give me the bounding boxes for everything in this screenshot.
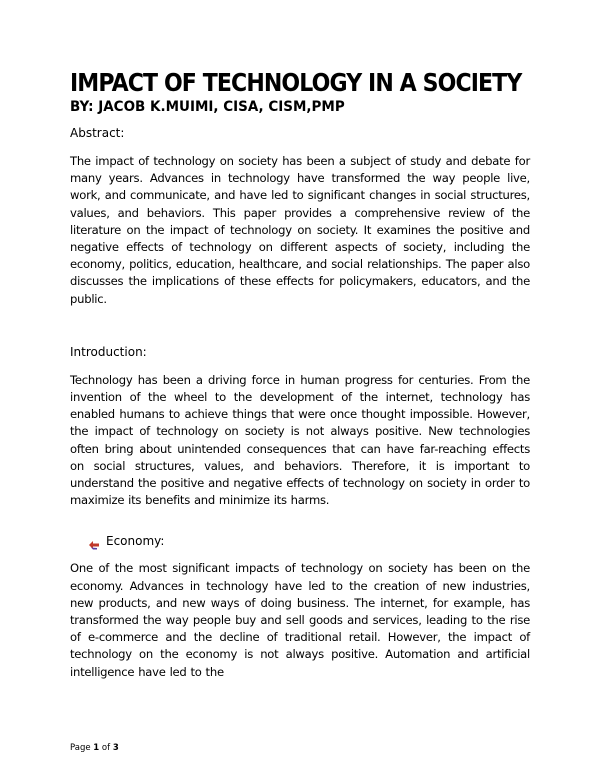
abstract-paragraph: The impact of technology on society has been a subject of study and debate for many years. Advances in technology have transformed the way people live, work, and communicate, and have led to significant changes in social structures, values, and behaviors. This paper provides a comprehensive review of the literature on the impact of technology on society. It examines the positive and negative effects of technology on different aspects of society, including the economy, politics, education, healthcare, and social relationships. The paper also discusses the implications of these effects for policymakers, educators, and the public.	[70, 154, 530, 306]
introduction-paragraph: Technology has been a driving force in human progress for centuries. From the invention of the wheel to the development of the internet, technology has enabled humans to achieve things that were once thought impossible. However, the impact of technology on society is not always positive. New technologies often bring about unintended consequences that can have far-reaching effects on social structures, values, and behaviors. Therefore, it is important to understand the positive and negative effects of technology on society in order to maximize its benefits and minimize its harms.	[70, 372, 530, 508]
document-title: IMPACT OF TECHNOLOGY IN A SOCIETY	[70, 68, 522, 97]
introduction-heading: Introduction:	[70, 344, 147, 359]
economy-heading: Economy:	[106, 534, 165, 549]
economy-bullet	[88, 533, 530, 550]
document-author: BY: JACOB K.MUIMI, CISA, CISM,PMP	[70, 99, 345, 115]
page-footer	[70, 743, 119, 753]
pointing-hand-bullet-icon	[88, 536, 100, 548]
footer-total-pages: 3	[112, 743, 119, 753]
footer-page-word: Page	[70, 743, 91, 753]
economy-paragraph: One of the most significant impacts of technology on society has been on the economy. Advances in technology have led to the creation of new industries, new products, and new ways of doing business. The internet, for example, has transformed the way people buy and sell goods and services, leading to the rise of e-commerce and the decline of traditional retail. However, the impact of technology on the economy is not always positive. Automation and artificial intelligence have led to the	[70, 561, 530, 679]
document-page	[70, 68, 530, 681]
footer-of-word: of	[101, 743, 111, 753]
abstract-heading: Abstract:	[70, 126, 125, 140]
footer-current-page: 1	[93, 743, 100, 753]
